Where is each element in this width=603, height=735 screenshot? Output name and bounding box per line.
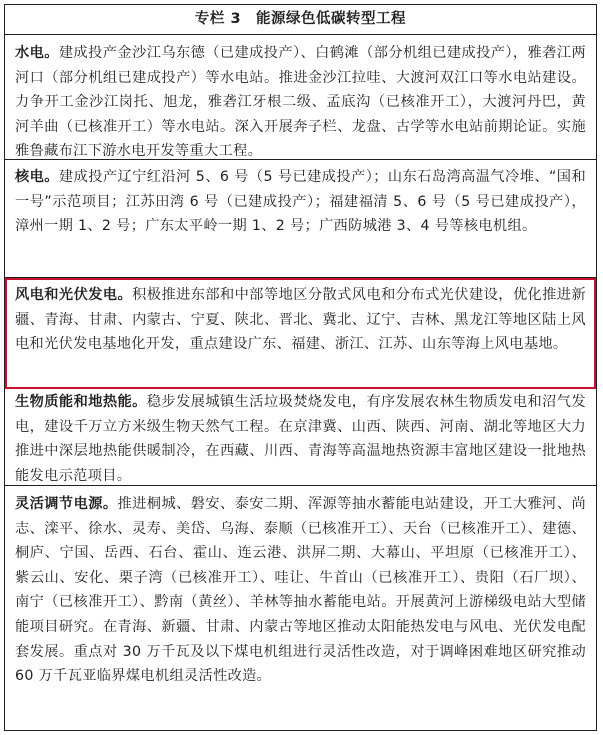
section-nuclear <box>5 160 596 278</box>
section-hydro-text <box>15 41 586 164</box>
section-heading: 水电。 <box>15 45 59 61</box>
section-heading: 生物质能和地热能。 <box>15 394 147 410</box>
section-heading: 核电。 <box>15 169 59 185</box>
section-body: 积极推进东部和中部等地区分散式风电和分布式光伏建设，优化推进新疆、青海、甘肃、内蒙古、宁夏、陕北、晋北、冀北、辽宁、吉林、黑龙江等地区陆上风电和光伏发电基地化开发，重点建设广东、福建、浙江、江苏、山东等海上风电基地。 <box>15 287 586 353</box>
section-nuclear-text <box>15 165 586 239</box>
section-bio-geothermal <box>5 388 596 486</box>
section-wind-solar <box>5 278 596 388</box>
section-body: 建成投产辽宁红沿河 5、6 号（5 号已建成投产）；山东石岛湾高温气冷堆、“国和一号”示范项目；江苏田湾 6 号（已建成投产）；福建福清 5、6 号（5 号已建成投产），漳州一期 1、2 号；广东太平岭一期 1、2 号；广西防城港 3、4 号等核电机组。 <box>15 169 586 235</box>
section-body: 建成投产金沙江乌东德（已建成投产）、白鹤滩（部分机组已建成投产），雅砻江两河口（部分机组已建成投产）等水电站。推进金沙江拉哇、大渡河双江口等水电站建设。力争开工金沙江岗托、旭龙，雅砻江牙根二级、孟底沟（已核准开工），大渡河丹巴，黄河羊曲（已核准开工）等水电站。深入开展奔子栏、龙盘、古学等水电站前期论证。实施雅鲁藏布江下游水电开发等重大工程。 <box>15 45 586 160</box>
section-flexible-power <box>5 486 596 732</box>
section-flexible-power-text <box>15 492 586 689</box>
section-heading: 灵活调节电源。 <box>15 496 118 512</box>
section-heading: 风电和光伏发电。 <box>15 287 133 303</box>
section-body: 稳步发展城镇生活垃圾焚烧发电，有序发展农林生物质发电和沼气发电，建设千万立方米级生物天然气工程。在京津冀、山西、陕西、河南、湖北等地区大力推进中深层地热能供暖制冷，在西藏、川西、青海等高温地热资源丰富地区建设一批地热能发电示范项目。 <box>15 394 586 484</box>
box-title: 专栏 3 能源绿色低碳转型工程 <box>5 5 596 35</box>
section-bio-geothermal-text <box>15 390 586 488</box>
section-body: 推进桐城、磐安、泰安二期、浑源等抽水蓄能电站建设，开工大雅河、尚志、滦平、徐水、灵寿、美岱、乌海、泰顺（已核准开工）、天台（已核准开工）、建德、桐庐、宁国、岳西、石台、霍山、连云港、洪屏二期、大幕山、平坦原（已核准开工）、紫云山、安化、栗子湾（已核准开工）、哇让、牛首山（已核准开工）、贵阳（石厂坝）、南宁（已核准开工）、黔南（黄丝）、羊林等抽水蓄能电站。开展黄河上游梯级电站大型储能项目研究。在青海、新疆、甘肃、内蒙古等地区推动太阳能热发电与风电、光伏发电配套发展。重点对 30 万千瓦及以下煤电机组进行灵活性改造，对于调峰困难地区研究推动 60 万千瓦亚临界煤电机组灵活性改造。 <box>15 496 587 685</box>
section-wind-solar-text <box>15 283 586 357</box>
column-box <box>4 4 597 731</box>
section-hydro <box>5 35 596 160</box>
